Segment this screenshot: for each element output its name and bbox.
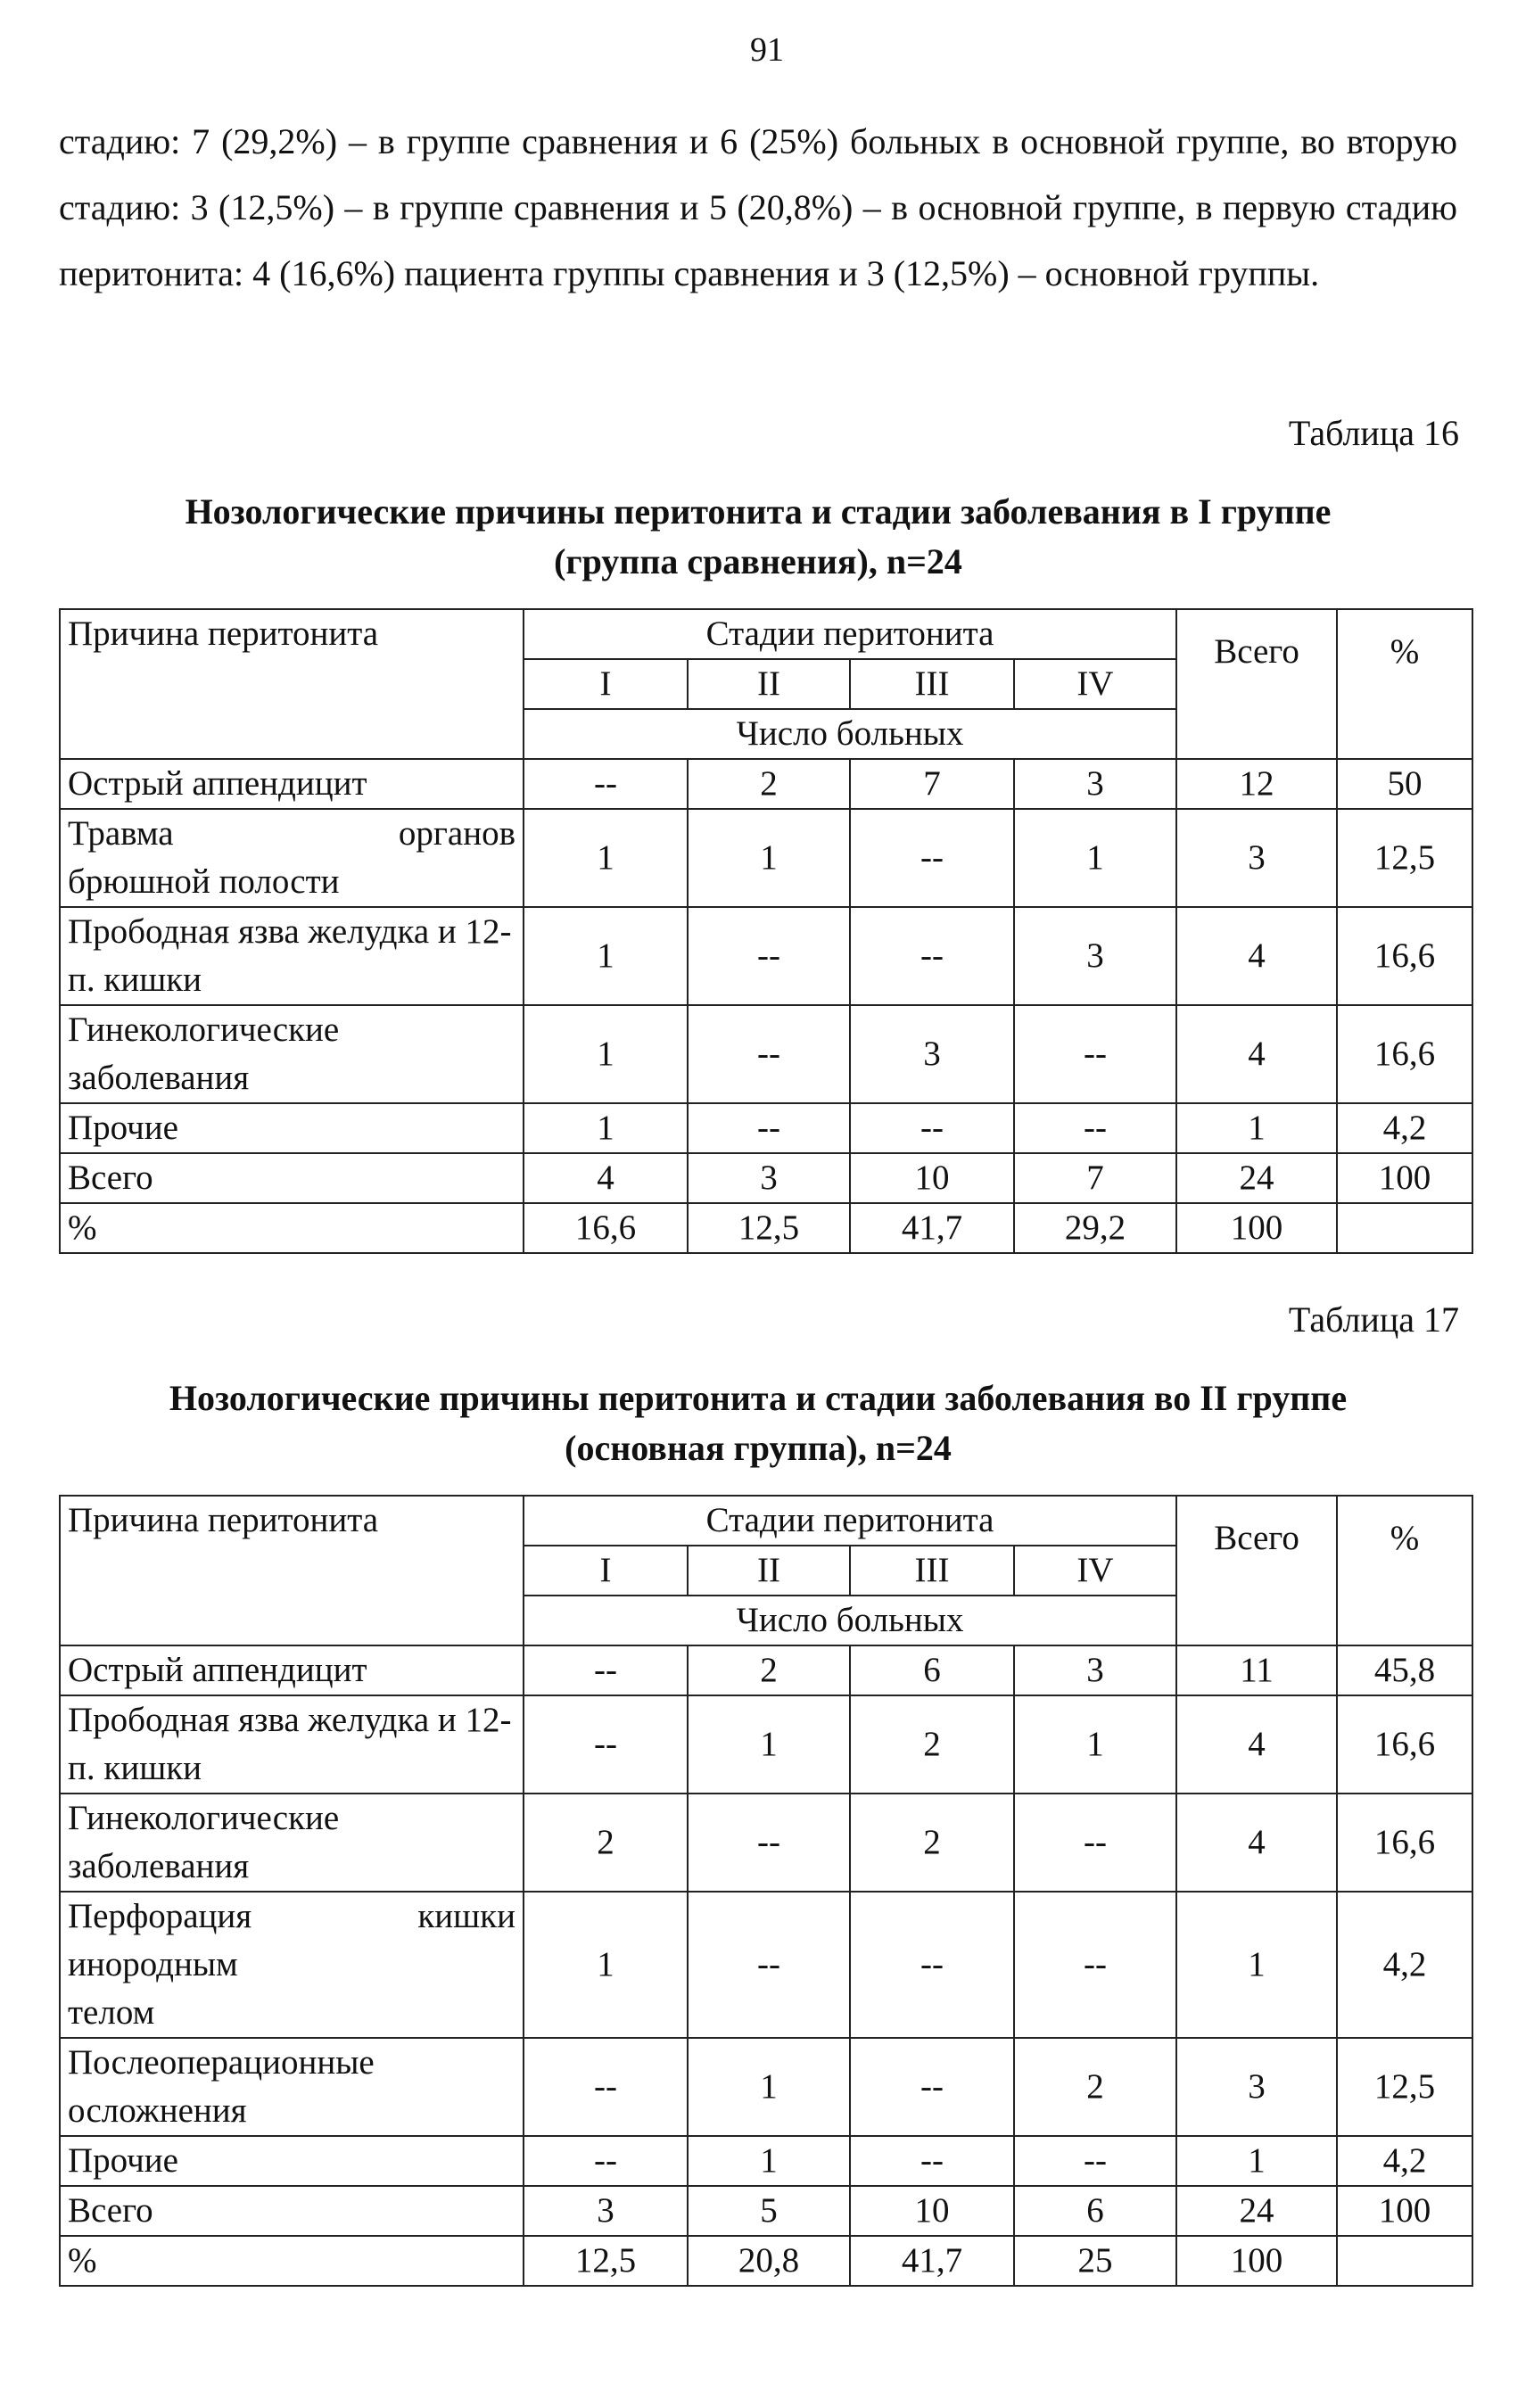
cause-word: Травма (68, 814, 174, 853)
cell: 24 (1176, 1153, 1337, 1203)
cell: 3 (1014, 907, 1176, 1005)
cell: 41,7 (850, 2236, 1014, 2286)
cell: 29,2 (1014, 1203, 1176, 1253)
cell: 1 (524, 809, 688, 907)
cell (1337, 1203, 1472, 1253)
header-patients: Число больных (524, 1596, 1176, 1645)
cell: -- (688, 1794, 850, 1892)
cell: 100 (1176, 1203, 1337, 1253)
cell: 4 (1176, 907, 1337, 1005)
cell: 12,5 (1337, 2038, 1472, 2136)
cell: -- (850, 907, 1014, 1005)
cell: 7 (850, 759, 1014, 809)
cell: 4,2 (1337, 2136, 1472, 2186)
row-cause: Прободная язва желудка и 12-п. кишки (60, 1695, 524, 1794)
cell: 100 (1337, 1153, 1472, 1203)
cell: 4,2 (1337, 1103, 1472, 1153)
table-row (60, 1153, 1472, 1203)
cell: 1 (688, 809, 850, 907)
cell: 16,6 (524, 1203, 688, 1253)
cause-word: кишки (417, 1897, 515, 1935)
cell: -- (1014, 1103, 1176, 1153)
row-cause: Прободная язва желудка и 12-п. кишки (60, 907, 524, 1005)
header-stage-3: III (850, 1546, 1014, 1596)
cell: -- (524, 2136, 688, 2186)
cell: 1 (1176, 2136, 1337, 2186)
header-stage-2: II (688, 659, 850, 709)
table-row (60, 2186, 1472, 2236)
cell: 1 (1014, 809, 1176, 907)
cell: 1 (1176, 1892, 1337, 2038)
header-cause: Причина перитонита (60, 1496, 524, 1645)
row-cause: Гинекологические заболевания (60, 1005, 524, 1103)
row-cause: Прочие (60, 1103, 524, 1153)
cause-line: брюшной полости (68, 862, 340, 901)
table-16 (59, 608, 1473, 1254)
table-row (60, 1203, 1472, 1253)
table-17-title-line1: Нозологические причины перитонита и стадии заболевания во II группе (169, 1378, 1348, 1418)
row-cause: Острый аппендицит (60, 1645, 524, 1695)
cell: 7 (1014, 1153, 1176, 1203)
table-row (60, 2236, 1472, 2286)
cell: -- (850, 2038, 1014, 2136)
cell: -- (850, 2136, 1014, 2186)
cell: 10 (850, 1153, 1014, 1203)
table-17-label: Таблица 17 (1288, 1299, 1459, 1340)
cell: 6 (1014, 2186, 1176, 2236)
row-cause: Острый аппендицит (60, 759, 524, 809)
cell: 3 (1176, 809, 1337, 907)
header-stage-2: II (688, 1546, 850, 1596)
cell: -- (1014, 1892, 1176, 2038)
cell: 100 (1337, 2186, 1472, 2236)
cell: 4 (1176, 1005, 1337, 1103)
cell: 1 (1176, 1103, 1337, 1153)
cell: 1 (524, 1103, 688, 1153)
cause-line: телом (68, 1993, 155, 2032)
table-row (60, 1794, 1472, 1892)
cell: 2 (850, 1695, 1014, 1794)
table-16-title-line1: Нозологические причины перитонита и стадии заболевания в I группе (185, 491, 1332, 532)
table-row (60, 1103, 1472, 1153)
cell: 3 (1176, 2038, 1337, 2136)
cell: 16,6 (1337, 1005, 1472, 1103)
cell: 3 (688, 1153, 850, 1203)
cell: -- (688, 1005, 850, 1103)
row-cause: % (60, 1203, 524, 1253)
cause-word: Перфорация (68, 1897, 252, 1935)
header-cause: Причина перитонита (60, 609, 524, 759)
row-cause: % (60, 2236, 524, 2286)
table-row (60, 907, 1472, 1005)
table-row (60, 1005, 1472, 1103)
header-stage-4: IV (1014, 659, 1176, 709)
cell: 100 (1176, 2236, 1337, 2286)
cell: 4 (524, 1153, 688, 1203)
row-cause: Послеоперационные осложнения (60, 2038, 524, 2136)
cell: 41,7 (850, 1203, 1014, 1253)
cell: 12,5 (524, 2236, 688, 2286)
table-row (60, 2038, 1472, 2136)
cell: 1 (524, 1005, 688, 1103)
cell: 20,8 (688, 2236, 850, 2286)
table-17 (59, 1495, 1473, 2287)
cell: 2 (688, 759, 850, 809)
cell: 3 (850, 1005, 1014, 1103)
cell: 24 (1176, 2186, 1337, 2236)
table-16-title-line2: (группа сравнения), n=24 (554, 541, 962, 581)
cell: 11 (1176, 1645, 1337, 1695)
cell: 25 (1014, 2236, 1176, 2286)
row-cause: Гинекологические заболевания (60, 1794, 524, 1892)
cell: 2 (688, 1645, 850, 1695)
table-row (60, 1695, 1472, 1794)
header-stages: Стадии перитонита (524, 609, 1176, 659)
cell: -- (1014, 1794, 1176, 1892)
cell: 10 (850, 2186, 1014, 2236)
table-row (60, 759, 1472, 809)
cell: 1 (688, 2038, 850, 2136)
cell: 50 (1337, 759, 1472, 809)
header-stages: Стадии перитонита (524, 1496, 1176, 1546)
header-stage-1: I (524, 1546, 688, 1596)
row-cause (60, 1892, 524, 2038)
cell: 1 (688, 1695, 850, 1794)
cell: 1 (524, 907, 688, 1005)
cause-line: инородным (68, 1945, 238, 1983)
cell: -- (688, 907, 850, 1005)
cause-word: органов (398, 814, 515, 853)
row-cause: Прочие (60, 2136, 524, 2186)
table-row (60, 1892, 1472, 2038)
cell: 1 (1014, 1695, 1176, 1794)
cell: 16,6 (1337, 907, 1472, 1005)
cell: -- (524, 1645, 688, 1695)
cell: -- (688, 1892, 850, 2038)
cell: 6 (850, 1645, 1014, 1695)
cell: 1 (688, 2136, 850, 2186)
body-paragraph: стадию: 7 (29,2%) – в группе сравнения и 6 (25%) больных в основной группе, во вторую стадию: 3 (12,5%) – в группе сравнения и 5 (20,8%) – в основной группе, в первую стадию перитонита: 4 (16,6%) пациента группы сравнения и 3 (12,5%) – основной группы. (59, 121, 1457, 293)
table-row (60, 809, 1472, 907)
cell: -- (524, 2038, 688, 2136)
cell: -- (850, 1103, 1014, 1153)
cell: 12,5 (1337, 809, 1472, 907)
cell: 1 (524, 1892, 688, 2038)
cell: 45,8 (1337, 1645, 1472, 1695)
cell: 4 (1176, 1794, 1337, 1892)
cell: -- (850, 809, 1014, 907)
header-patients: Число больных (524, 709, 1176, 759)
header-stage-1: I (524, 659, 688, 709)
cell: 4 (1176, 1695, 1337, 1794)
cell: 2 (1014, 2038, 1176, 2136)
cell: 2 (850, 1794, 1014, 1892)
cell: -- (1014, 1005, 1176, 1103)
table-row (60, 1645, 1472, 1695)
row-cause (60, 809, 524, 907)
cell: 5 (688, 2186, 850, 2236)
table-16-label: Таблица 16 (1288, 413, 1459, 453)
header-percent: % (1337, 609, 1472, 759)
cell: -- (524, 759, 688, 809)
header-stage-3: III (850, 659, 1014, 709)
cell: -- (850, 1892, 1014, 2038)
header-stage-4: IV (1014, 1546, 1176, 1596)
page-number: 91 (750, 31, 784, 69)
cell: -- (688, 1103, 850, 1153)
header-total: Всего (1176, 1496, 1337, 1645)
cell: -- (1014, 2136, 1176, 2186)
cell: 16,6 (1337, 1794, 1472, 1892)
row-cause: Всего (60, 2186, 524, 2236)
cell (1337, 2236, 1472, 2286)
cell: 16,6 (1337, 1695, 1472, 1794)
table-row (60, 2136, 1472, 2186)
cell: 2 (524, 1794, 688, 1892)
cell: -- (524, 1695, 688, 1794)
cell: 3 (524, 2186, 688, 2236)
row-cause: Всего (60, 1153, 524, 1203)
header-total: Всего (1176, 609, 1337, 759)
cell: 3 (1014, 1645, 1176, 1695)
header-percent: % (1337, 1496, 1472, 1645)
cell: 12,5 (688, 1203, 850, 1253)
table-17-title (59, 1373, 1457, 1473)
cell: 4,2 (1337, 1892, 1472, 2038)
cell: 3 (1014, 759, 1176, 809)
table-17-title-line2: (основная группа), n=24 (565, 1428, 952, 1468)
table-16-title (59, 487, 1457, 587)
cell: 12 (1176, 759, 1337, 809)
